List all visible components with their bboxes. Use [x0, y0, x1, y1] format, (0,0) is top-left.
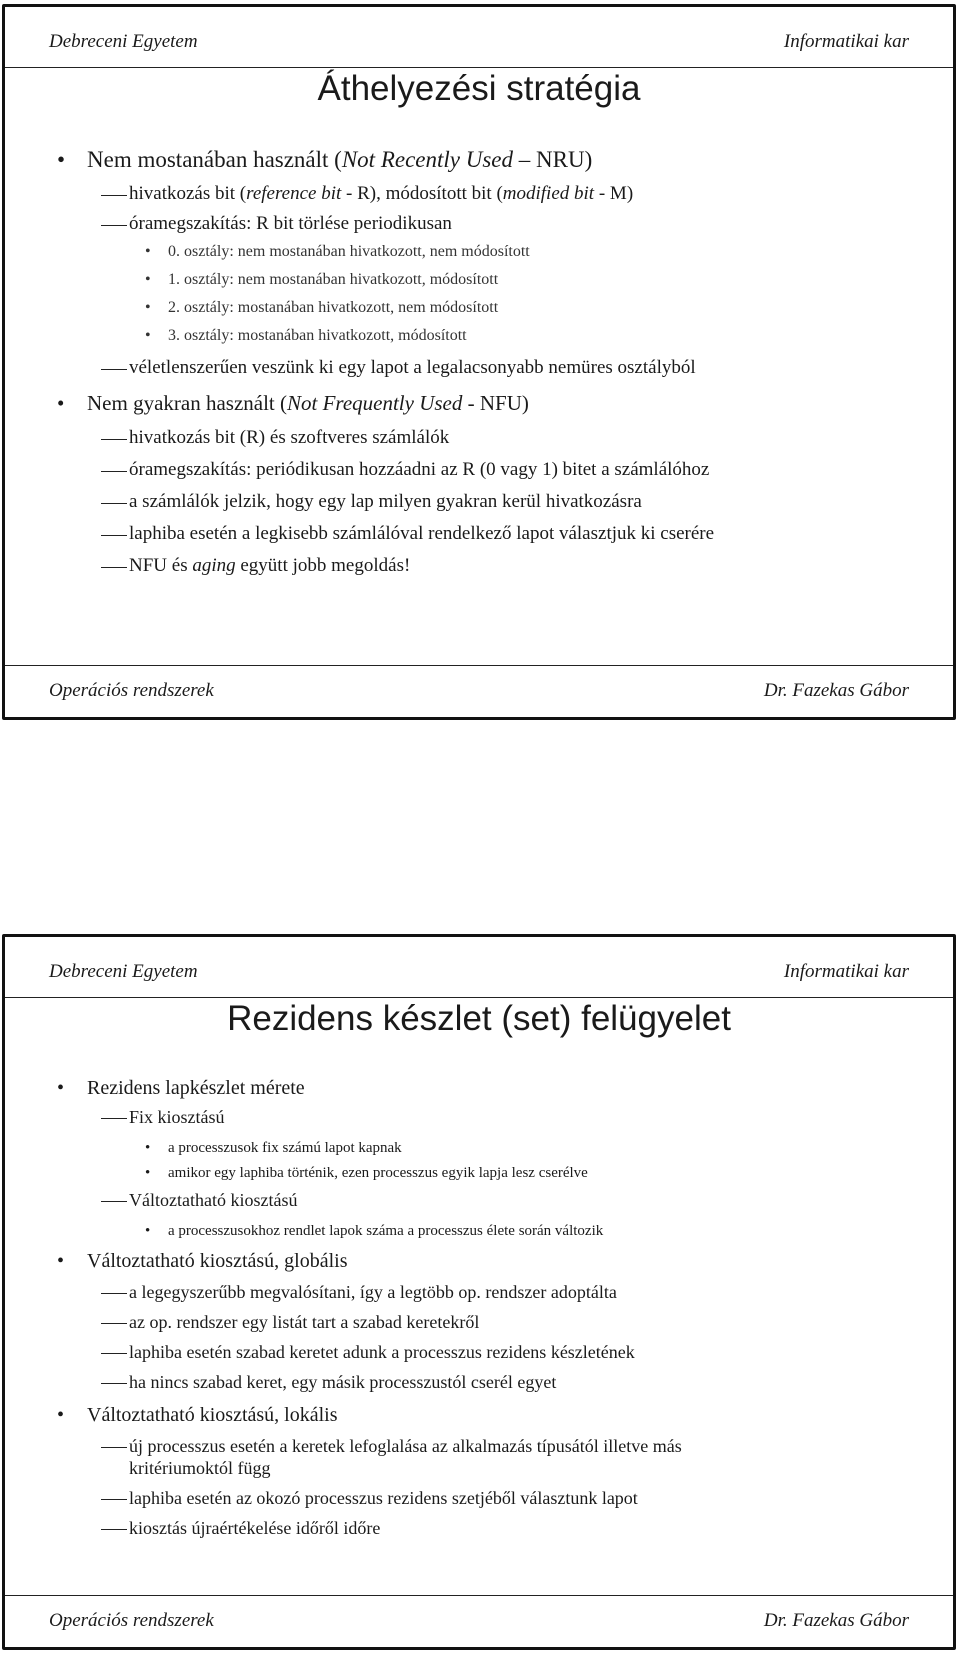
dash-marker [101, 503, 127, 504]
item-text: a processzusok fix számú lapot kapnak [168, 1140, 402, 1156]
item-text: laphiba esetén az okozó processzus rezidens szetjéből választunk lapot [129, 1488, 638, 1508]
item-text: amikor egy laphiba történik, ezen processzus egyik lapja lesz cserélve [168, 1165, 588, 1181]
dash-marker [101, 471, 127, 472]
bullet-text: - NFU) [462, 391, 529, 415]
item-text: 0. osztály: nem mostanában hivatkozott, nem módosított [168, 243, 530, 260]
dash-marker [101, 567, 127, 568]
slide-header [5, 937, 953, 998]
bullet-text: Nem mostanában használt ( [87, 147, 342, 172]
slide-1: Debreceni Egyetem Informatikai kar Áthelyezési stratégia • Nem mostanában használt (Not Recently Used – NRU) hivatkozás bit (reference bit - R), módosított bit (modified bit - M) óramegszakítás: R bit törlése periodikusan • 0. osztály: nem mostanában hivatkozott, nem módosított • 1. osztály: nem mostanában hivatkozott, módosított • 2. osztály: mostanában hivatkozott, nem módosított • 3. osztály: mostanában hivatkozott, módosított véletlenszerűen veszünk ki egy lapot a legalacsonyabb nemüres osztályból • Nem gyakran használt (Not Frequently Used - NFU) hivatkozás bit (R) és szoftveres számlálók óramegszakítás: periódikusan hozzáadni az R (0 vagy 1) bitet a számlálóhoz a számlálók jelzik, hogy egy lap milyen gyakran kerül hivatkozásra laphiba esetén a legkisebb számlálóval rendelkező lapot választjuk ki cserére NFU és aging együtt jobb megoldás! Operációs rendszerek Dr. Fazekas Gábor [2, 4, 956, 720]
item-text: ha nincs szabad keret, egy másik processzustól cserél egyet [129, 1372, 557, 1392]
item-italic: aging [192, 555, 236, 576]
slide-header [5, 7, 953, 68]
slide-2: Debreceni Egyetem Informatikai kar Rezidens készlet (set) felügyelet • Rezidens lapkészlet mérete Fix kiosztású • a processzusok fix számú lapot kapnak • amikor egy laphiba történik, ezen processzus egyik lapja lesz cserélve Változtatható kiosztású • a processzusokhoz rendlet lapok száma a processzus élete során változik • Változtatható kiosztású, globális a legegyszerűbb megvalósítani, így a legtöbb op. rendszer adoptálta az op. rendszer egy listát tart a szabad keretekről laphiba esetén szabad keretet adunk a processzus rezidens készletének ha nincs szabad keret, egy másik processzustól cserél egyet • Változtatható kiosztású, lokális új processzus esetén a keretek lefoglalása az alkalmazás típusától illetve más kritériumoktól függ laphiba esetén az okozó processzus rezidens szetjéből választunk lapot kiosztás újraértékelése időről időre Operációs rendszerek Dr. Fazekas Gábor [2, 934, 956, 1650]
bullet-text: Változtatható kiosztású, globális [87, 1250, 348, 1272]
item-text: óramegszakítás: periódikusan hozzáadni az R (0 vagy 1) bitet a számlálóhoz [129, 459, 710, 480]
item-text: kiosztás újraértékelése időről időre [129, 1518, 381, 1538]
slide-footer [5, 1595, 953, 1646]
dash-marker [101, 1293, 127, 1294]
header-left: Debreceni Egyetem [49, 31, 198, 52]
item-text: hivatkozás bit ( [129, 183, 247, 204]
item-text: - R), módosított bit ( [341, 183, 503, 204]
item-text-continued: kritériumoktól függ [129, 1458, 271, 1478]
item-text: új processzus esetén a keretek lefoglalása az alkalmazás típusától illetve más [129, 1436, 682, 1456]
dash-marker [101, 1529, 127, 1530]
bullet-text: Rezidens lapkészlet mérete [87, 1077, 305, 1099]
dash-marker [101, 1499, 127, 1500]
slide-footer [5, 665, 953, 716]
item-text: együtt jobb megoldás! [235, 555, 411, 576]
item-text: - M) [594, 183, 634, 204]
bullet-italic: Not Recently Used [341, 147, 514, 172]
dash-marker [101, 1353, 127, 1354]
slide-title: Áthelyezési stratégia [317, 69, 641, 108]
item-text: az op. rendszer egy listát tart a szabad keretekről [129, 1312, 480, 1332]
item-text: Fix kiosztású [129, 1107, 225, 1127]
item-text: 3. osztály: mostanában hivatkozott, módosított [168, 327, 467, 344]
item-text: 2. osztály: mostanában hivatkozott, nem módosított [168, 299, 499, 316]
item-text: 1. osztály: nem mostanában hivatkozott, módosított [168, 271, 499, 288]
dash-marker [101, 439, 127, 440]
header-right: Informatikai kar [783, 31, 909, 52]
bullet-text: – NRU) [513, 147, 593, 172]
dash-marker [101, 369, 127, 370]
item-text: laphiba esetén a legkisebb számlálóval rendelkező lapot választjuk ki cserére [129, 523, 715, 544]
dash-marker [101, 225, 127, 226]
dash-marker [101, 1201, 127, 1202]
item-text: a legegyszerűbb megvalósítani, így a legtöbb op. rendszer adoptálta [129, 1282, 617, 1302]
dash-marker [101, 1323, 127, 1324]
item-italic: reference bit [246, 183, 342, 204]
item-text: óramegszakítás: R bit törlése periodikusan [129, 213, 452, 234]
dash-marker [101, 535, 127, 536]
dash-marker [101, 1447, 127, 1448]
bullet-text: Nem gyakran használt ( [87, 391, 288, 415]
footer-left: Operációs rendszerek [49, 680, 214, 701]
header-left: Debreceni Egyetem [49, 961, 198, 982]
item-text: NFU és [129, 555, 193, 576]
header-right: Informatikai kar [783, 961, 909, 982]
item-italic: modified bit [502, 183, 595, 204]
bullet-italic: Not Frequently Used [287, 391, 463, 415]
item-text: laphiba esetén szabad keretet adunk a processzus rezidens készletének [129, 1342, 635, 1362]
bullet-text: Változtatható kiosztású, lokális [87, 1404, 338, 1426]
item-text: hivatkozás bit (R) és szoftveres számlálók [129, 427, 450, 448]
item-text: a számlálók jelzik, hogy egy lap milyen gyakran kerül hivatkozásra [129, 491, 642, 512]
dash-marker [101, 1118, 127, 1119]
footer-left: Operációs rendszerek [49, 1610, 214, 1631]
item-text: a processzusokhoz rendlet lapok száma a processzus élete során változik [168, 1223, 604, 1239]
slide-title: Rezidens készlet (set) felügyelet [227, 999, 731, 1038]
item-text: Változtatható kiosztású [129, 1190, 298, 1210]
footer-right: Dr. Fazekas Gábor [763, 680, 909, 701]
item-text: véletlenszerűen veszünk ki egy lapot a legalacsonyabb nemüres osztályból [129, 357, 696, 378]
dash-marker [101, 195, 127, 196]
footer-right: Dr. Fazekas Gábor [763, 1610, 909, 1631]
dash-marker [101, 1383, 127, 1384]
